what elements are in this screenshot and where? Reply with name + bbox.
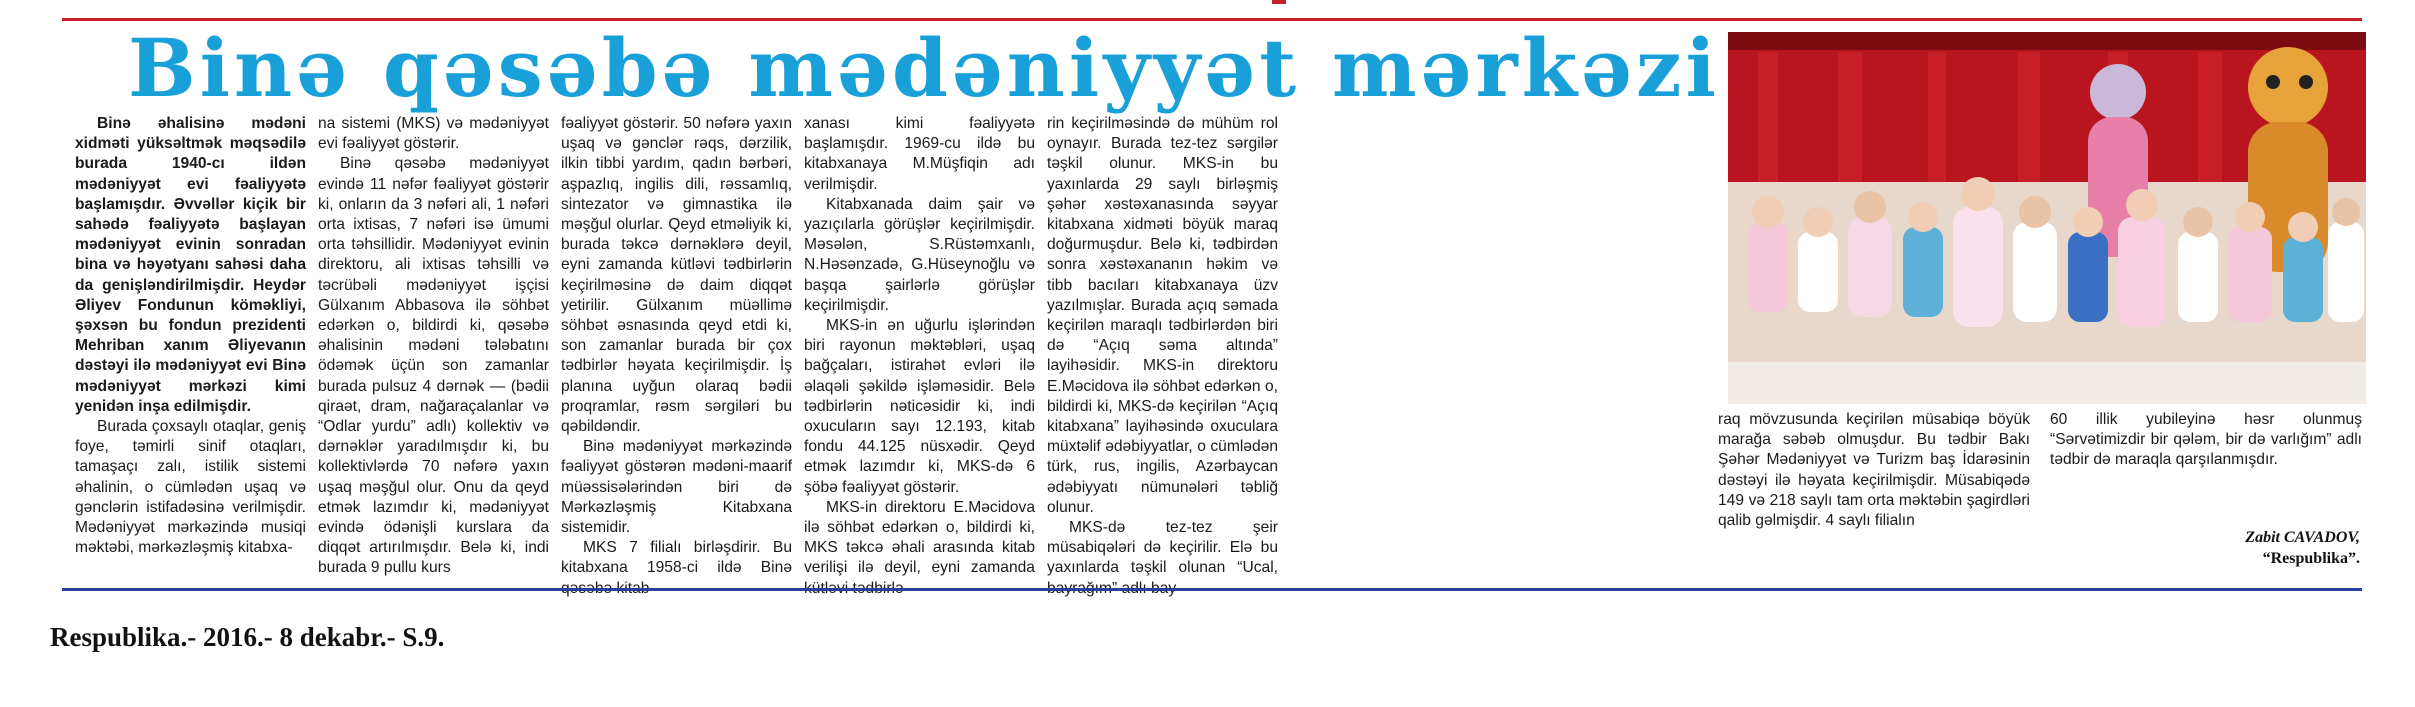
bottom-rule bbox=[62, 588, 2362, 591]
paragraph: xanası kimi fəaliyyətə başlamışdır. 1969-cu ildə bu kitabxanaya M.Müşfiqin adı verilmişdir. bbox=[804, 115, 1035, 193]
photo-illustration bbox=[1728, 32, 2366, 404]
article-column-2 bbox=[318, 114, 549, 579]
article-column-7 bbox=[2050, 410, 2362, 471]
paragraph: rin keçirilməsində də mühüm rol oynayır. Burada tez-tez sərgilər təşkil olunur. MKS-in bu yaxınlarda 29 saylı birləşmiş şəhər xəstəxanasında səyyar kitabxana xidməti böyük maraq doğurmuşdur. Belə ki, tədbirdən sonra xəstəxananın həkim və tibb bacıları kitabxanaya üzv yazılmışlar. Burada açıq səmada keçirilən maraqlı tədbirlərdən biri də “Açıq səma altında” layihəsidir. MKS-in direktoru E.Məcidova ilə söhbət edərkən o, bildirdi ki, MKS-də keçirilən “Açıq kitabxana” layihəsində oxuculara müxtəlif ədəbiyyatlar, o cümlədən türk, rus, ingilis, Azərbaycan ədəbiyyatı nümunələri təbliğ olunur. bbox=[1047, 115, 1278, 516]
paragraph: Binə mədəniyyət mərkəzində fəaliyyət göstərən mədəni-maarif müəssisələrindən biri də Mərkəzləşmiş Kitabxana sistemidir. bbox=[561, 438, 792, 537]
paragraph: Burada çoxsaylı otaqlar, geniş foye, təmirli sinif otaqları, tamaşaçı zalı, istilik sistemi əhalinin, o cümlədən uşaq və gənclərin istifadəsinə verilmişdir. Mədəniyyət mərkəzində musiqi məktəbi, mərkəzləşmiş kitabxa- bbox=[75, 418, 306, 557]
paragraph: Kitabxanada daim şair və yazıçılarla görüşlər keçirilmişdir. Məsələn, S.Rüstəmxanlı, N.Həsənzadə, G.Hüseynoğlu və başqa şairlərlə görüşlər keçirilmişdir. bbox=[804, 195, 1035, 314]
headline: Binə qəsəbə mədəniyyət mərkəzi bbox=[128, 21, 1720, 115]
paragraph: MKS 7 filialı birləşdirir. Bu kitabxana 1958-ci ildə Binə bbox=[561, 539, 792, 577]
paragraph: na sistemi (MKS) və mədəniyyət evi fəaliyyət göstərir. bbox=[318, 115, 549, 153]
paragraph: MKS-in direktoru E.Məcidova ilə söhbət edərkən o, bildirdi ki, MKS təkcə əhali arasında kitab verilişi ilə deyil, eyni zamanda bbox=[804, 498, 1035, 577]
newspaper-name: “Respublika”. bbox=[2262, 550, 2360, 567]
source-citation: Respublika.- 2016.- 8 dekabr.- S.9. bbox=[50, 622, 445, 652]
paragraph: Binə qəsəbə mədəniyyət evində 11 nəfər fəaliyyət göstərir ki, onların da 3 nəfəri ali, 1 nəfəri orta ixtisas, 7 nəfəri isə ümumi orta təhsillidir. Mədəniyyət evinin direktoru, ali ixtisas təhsilli və təcrübəli mədəniyyət işçisi Gülxanım Abbasova ilə söhbət edərkən o, bildirdi ki, qəsəbə əhalisinin mədəni tələbatını ödəmək üçün son zamanlar burada pulsuz 4 dərnək — (bədii qiraət, dram, nağaraçalanlar və “Odlar yurdu” adlı) kollektiv və dərnəklər yaradılmışdır ki, bu kollektivlərdə 70 nəfərə yaxın uşaq məşğul olur. Onu da qeyd etmək lazımdır ki, mədəniyyət evində ödənişli kurslara da diqqət artırılmışdır. Belə ki, indi burada 9 pullu kurs bbox=[318, 155, 549, 577]
article-column-1 bbox=[75, 114, 306, 558]
paragraph: fəaliyyət göstərir. 50 nəfərə yaxın uşaq və gənclər rəqs, dərzilik, ilkin tibbi yardım, qadın bərbəri, aşpazlıq, ingilis dili, rəssamlıq, sintezator və gimnastika ilə məşğul olurlar. Qeyd etməliyik ki, burada təkcə dərnəklərə deyil, eyni zamanda kütləvi tədbirlərin keçirilməsinə də daim diqqət yetirilir. Gülxanım müəllimə söhbət əsnasında qeyd etdi ki, son zamanlar burada bir çox tədbirlər həyata keçirilmişdir. İş planına uyğun olaraq bədii proqramlar, rəsm sərgiləri bu qəbildəndir. bbox=[561, 115, 792, 436]
lead-paragraph: Binə əhalisinə mədəni xidməti yüksəltmək məqsədilə burada 1940-cı ildən mədəniyyət evi fəaliyyətə başlamışdır. Əvvəllər kiçik bir sahədə fəaliyyətə başlayan mədəniyyət evinin sonradan bina və həyətyanı sahəsi daha da genişləndirilmişdir. Heydər Əliyev Fondunun köməkliyi, şəxsən bu fondun prezidenti Mehriban xanım Əliyevanın dəstəyi ilə mədəniyyət evi Binə mədəniyyət mərkəzi kimi yenidən inşa edilmişdir. bbox=[75, 115, 306, 415]
article-column-3 bbox=[561, 114, 792, 599]
paragraph: raq mövzusunda keçirilən müsabiqə böyük marağa səbəb olmuşdur. Bu tədbir Bakı Şəhər Mədəniyyət və Turizm baş İdarəsinin dəstəyi ilə həyata keçirilmişdir. Müsabiqədə 149 və 218 saylı tam orta məktəbin şagirdləri qalib gəlmişdir. 4 saylı filialın bbox=[1718, 411, 2030, 530]
author-name: Zabit CAVADOV, bbox=[2245, 529, 2360, 546]
article-column-6 bbox=[1718, 410, 2030, 531]
top-strip bbox=[62, 0, 2362, 10]
article-column-4 bbox=[804, 114, 1035, 599]
article-photo bbox=[1728, 32, 2366, 404]
author-signature bbox=[2060, 527, 2360, 569]
top-red-mark bbox=[1272, 0, 1286, 4]
paragraph: MKS-də tez-tez şeir müsabiqələri də keçirilir. Elə bu yaxınlarda təşkil olunan “Ucal, bbox=[1047, 519, 1278, 577]
paragraph: 60 illik yubileyinə həsr olunmuş “Sərvətimizdir bir qələm, bir də varlığım” adlı tədbir də maraqla qarşılanmışdır. bbox=[2050, 411, 2362, 469]
paragraph: MKS-in ən uğurlu işlərindən biri rayonun məktəbləri, uşaq bağçaları, istirahət evləri ilə əlaqəli şəkildə işləməsidir. Belə tədbirlərin nəticəsidir ki, indi oxucuların sayı 12.193, kitab fondu 44.125 nüsxədir. Qeyd etmək lazımdır ki, MKS-də 6 şöbə fəaliyyət göstərir. bbox=[804, 317, 1035, 496]
article-column-5 bbox=[1047, 114, 1278, 599]
